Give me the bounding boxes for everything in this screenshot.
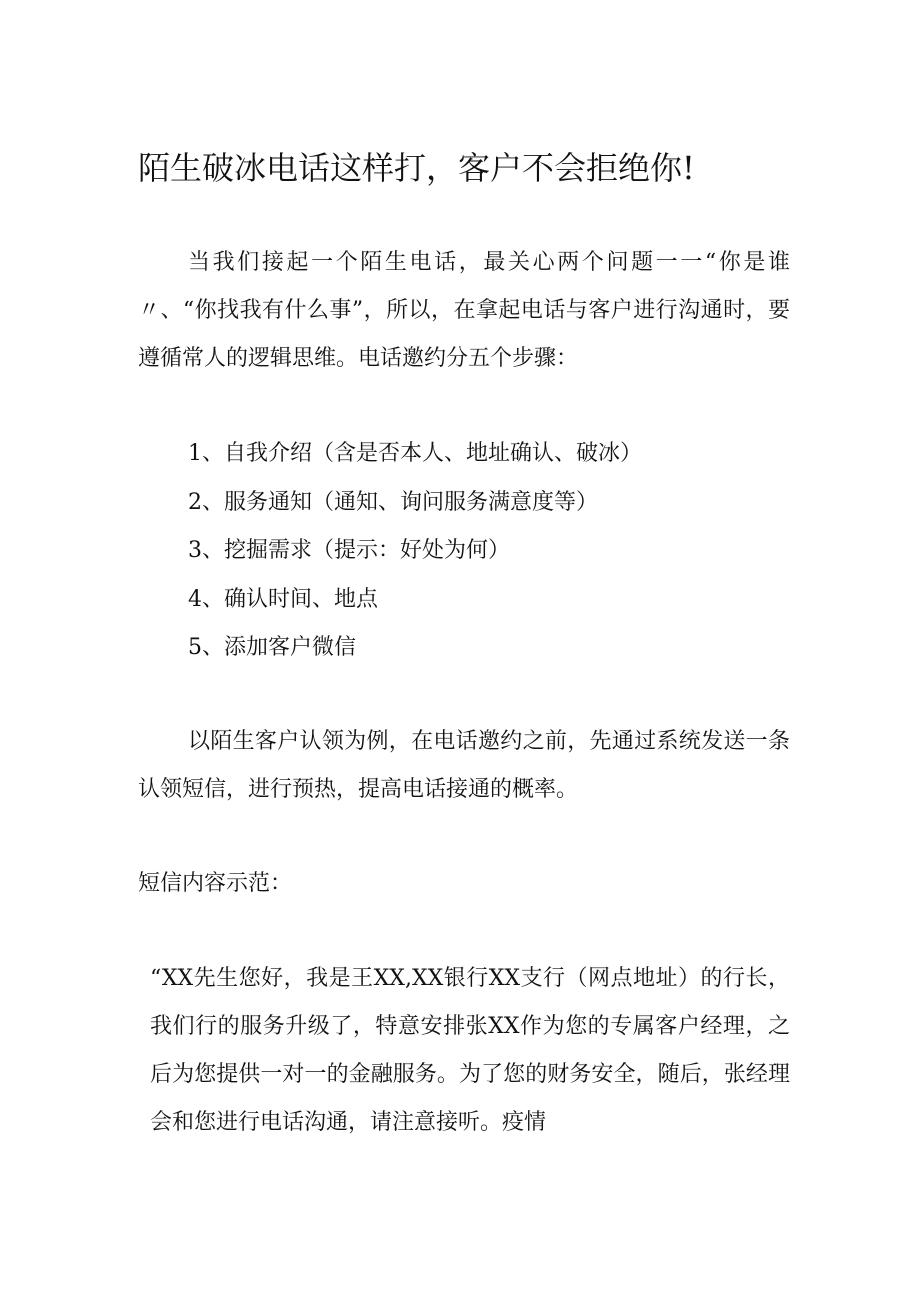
intro-paragraph: 当我们接起一个陌生电话，最关心两个问题一一“你是谁〃、“你找我有什么事”，所以，在拿起电话与客户进行沟通时，要遵循常人的逻辑思维。电话邀约分五个步骤： (138, 250, 790, 371)
document-title: 陌生破冰电话这样打，客户不会拒绝你! (138, 149, 695, 187)
step-item: 5、添加客户微信 (188, 635, 356, 660)
steps-list (188, 430, 642, 673)
sms-body: “XX先生您好，我是王XX,XX银行XX支行（网点地址）的行长，我们行的服务升级了，特意安排张XX作为您的专属客户经理，之后为您提供一对一的金融服务。为了您的财务安全，随后，张经理会和您进行电话沟通，请注意接听。疫情 (150, 966, 790, 1135)
step-item: 3、挖掘需求（提示：好处为何） (188, 538, 510, 563)
step-item: 4、确认时间、地点 (188, 586, 378, 612)
step-item: 1、自我介绍（含是否本人、地址确认、破冰） (188, 441, 642, 466)
example-paragraph: 以陌生客户认领为例，在电话邀约之前，先通过系统发送一条认领短信，进行预热，提高电话接通的概率。 (138, 729, 790, 802)
step-item: 2、服务通知（通知、询问服务满意度等） (188, 489, 598, 515)
sms-heading: 短信内容示范： (138, 871, 293, 896)
